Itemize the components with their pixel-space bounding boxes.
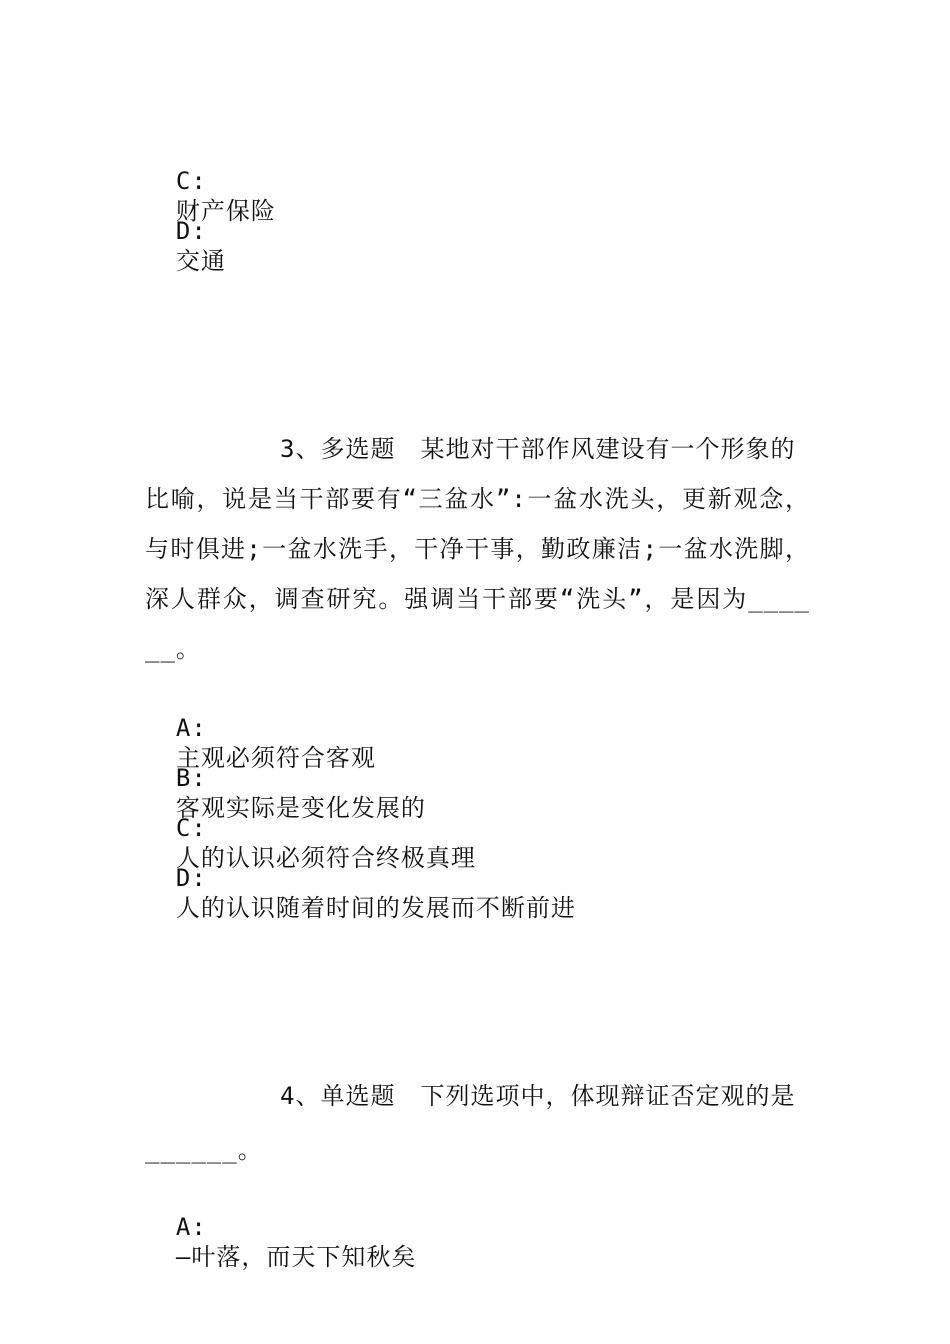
q3-option-c-label: C: — [175, 814, 207, 842]
q2-option-d-text: 交通 — [175, 247, 226, 275]
q3-option-a-text: 主观必须符合客观 — [175, 744, 376, 772]
q2-option-c-text: 财产保险 — [175, 197, 276, 225]
q3-option-b-text: 客观实际是变化发展的 — [175, 794, 426, 822]
q4-stem-line-1: ______。 — [145, 1136, 263, 1164]
q3-option-d — [145, 833, 576, 923]
q2-option-c-label: C: — [175, 167, 207, 195]
q3-option-c-text: 人的认识必须符合终极真理 — [175, 844, 476, 872]
q4-header: 4、单选题 下列选项中，体现辩证否定观的是 — [280, 1082, 796, 1110]
q3-header: 3、多选题 某地对干部作风建设有一个形象的 — [280, 435, 796, 463]
q4-option-a — [145, 1182, 416, 1272]
q3-stem-line-1: 比喻，说是当干部要有“三盆水”:一盆水洗头，更新观念， — [145, 485, 810, 513]
q3-stem-line-2: 与时俱进;一盆水洗手，干净干事，勤政廉洁;一盆水洗脚， — [145, 535, 810, 563]
q3-option-a-label: A: — [175, 714, 207, 742]
q3-stem-line-3: 深人群众，调查研究。强调当干部要“洗头”，是因为____ — [145, 585, 810, 613]
q3-option-d-text: 人的认识随着时间的发展而不断前进 — [175, 894, 576, 922]
q3-option-d-label: D: — [175, 864, 207, 892]
q4-option-a-text: —叶落，而天下知秋矣 — [175, 1243, 417, 1271]
q3-stem-line-4: __。 — [145, 635, 201, 663]
q3-option-b-label: B: — [175, 764, 207, 792]
q4-option-a-label: A: — [175, 1213, 207, 1241]
q2-option-d — [145, 186, 226, 276]
q2-option-d-label: D: — [175, 217, 207, 245]
